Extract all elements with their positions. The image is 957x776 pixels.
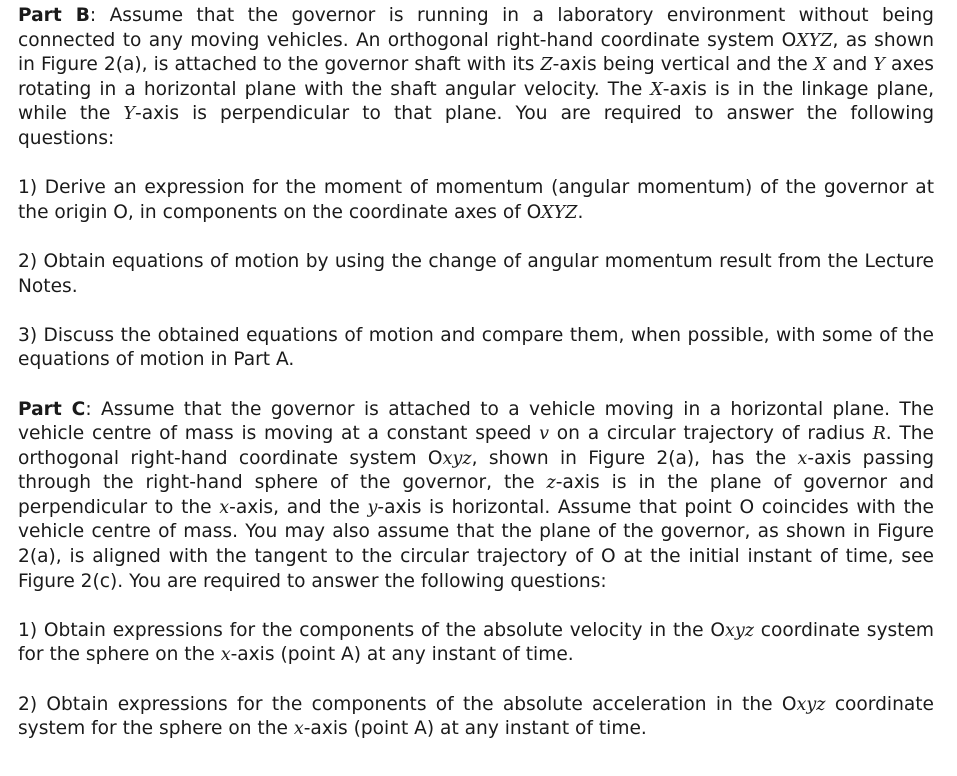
part-c-heading: Part C [18,398,86,420]
part-b-question-2: 2) Obtain equations of motion by using the change of angular momentum result from the Lecture Notes. [18,250,934,297]
part-b-heading: Part B [18,5,90,26]
part-c-intro: Part C: Assume that the governor is attached to a vehicle moving in a horizontal plane. The vehicle centre of mass is moving at a constant speed v on a circular trajectory of radius R. The orthogonal right-hand coordinate system Oxyz, shown in Figure 2(a), has the x-axis passing through the right-hand sphere of the governor, the z-axis is in the plane of governor and perpendicular to the x-axis, and the y-axis is horizontal. Assume that point O coincides with the vehicle centre of mass. You may also assume that the plane of the governor, as shown in Figure 2(a), is aligned with the tangent to the circular trajectory of O at the initial instant of time, see Figure 2(c). You are required to answer the following questions: [18,398,935,592]
part-b-intro: Part B: Assume that the governor is running in a laboratory environment without being connected to any moving vehicles. An orthogonal right-hand coordinate system OXYZ, as shown in Figure 2(a), is attached to the governor shaft with its Z-axis being vertical and the X and Y axes rotating in a horizontal plane with the shaft angular velocity. The X-axis is in the linkage plane, while the Y-axis is perpendicular to that plane. You are required to answer the following questions: [18,5,935,149]
part-c-question-1: 1) Obtain expressions for the components of the absolute velocity in the Oxyz coordinate system for the sphere on the x-axis (point A) at any instant of time. [18,619,934,666]
part-b-question-1: 1) Derive an expression for the moment of momentum (angular momentum) of the governor at the origin O, in components on the coordinate axes of OXYZ. [18,177,934,223]
part-b-question-3: 3) Discuss the obtained equations of motion and compare them, when possible, with some of the equations of motion in Part A. [18,324,934,371]
document-body [18,4,934,742]
part-c-question-2: 2) Obtain expressions for the components of the absolute acceleration in the Oxyz coordinate system for the sphere on the x-axis (point A) at any instant of time. [18,693,934,740]
